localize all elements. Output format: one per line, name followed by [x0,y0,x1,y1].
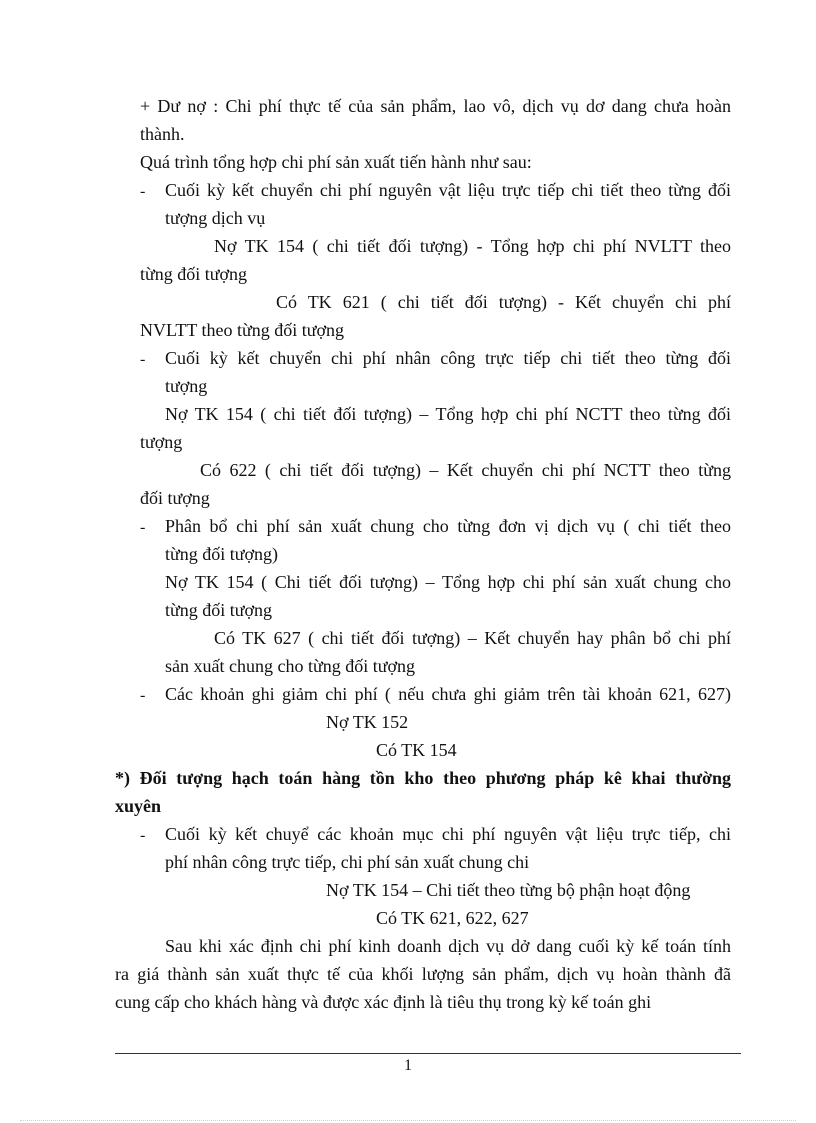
text-line: sản xuất chung cho từng đối tượng [165,656,415,676]
text-line: thành. [140,124,185,144]
footer-rule [115,1053,741,1054]
text-line: Cuối kỳ kết chuyể các khoản mục chi phí nguyên vật liệu trực tiếp, chi [165,824,731,844]
text-line: Có TK 621, 622, 627 [376,908,529,928]
section-heading: *) Đối tượng hạch toán hàng tồn kho theo phương pháp kê khai thường [115,768,731,788]
bullet-dash: - [140,519,146,536]
text-line: ra giá thành sản xuất thực tế của khối lượng sản phẩm, dịch vụ hoàn thành đã [115,964,731,984]
text-line: Có TK 154 [376,740,457,760]
text-line: NVLTT theo từng đối tượng [140,320,345,340]
section-heading: xuyên [115,796,162,816]
text-line: Cuối kỳ kết chuyển chi phí nguyên vật liệu trực tiếp chi tiết theo từng đối [165,180,731,200]
text-line: Quá trình tổng hợp chi phí sản xuất tiến hành như sau: [140,152,532,172]
text-line: từng đối tượng [140,264,248,284]
text-line: tượng [165,376,208,396]
text-line: từng đối tượng [165,600,273,620]
text-line: Có 622 ( chi tiết đối tượng) – Kết chuyển chi phí NCTT theo từng [200,460,731,480]
bullet-dash: - [140,827,146,844]
text-line: Nợ TK 154 ( Chi tiết đối tượng) – Tổng hợp chi phí sản xuất chung cho [165,572,731,592]
text-line: Nợ TK 154 ( chi tiết đối tượng) – Tổng hợp chi phí NCTT theo từng đối [165,404,731,424]
text-line: Nợ TK 154 ( chi tiết đối tượng) - Tổng hợp chi phí NVLTT theo [214,236,731,256]
text-line: từng đối tượng) [165,544,279,564]
text-line: cung cấp cho khách hàng và được xác định là tiêu thụ trong kỳ kế toán ghi [115,992,652,1012]
text-line: Nợ TK 152 [326,712,409,732]
text-line: + Dư nợ : Chi phí thực tế của sản phẩm, lao vô, dịch vụ dơ dang chưa hoàn [140,96,731,116]
text-line: Có TK 621 ( chi tiết đối tượng) - Kết chuyển chi phí [276,292,731,312]
bullet-dash: - [140,687,146,704]
text-line: Nợ TK 154 – Chi tiết theo từng bộ phận hoạt động [326,880,691,900]
text-line: Phân bổ chi phí sản xuất chung cho từng đơn vị dịch vụ ( chi tiết theo [165,516,731,536]
text-line: Các khoản ghi giảm chi phí ( nếu chưa ghi giảm trên tài khoản 621, 627) [165,684,731,704]
text-line: tượng [140,432,183,452]
text-line: tượng dịch vụ [165,208,266,228]
page-number: 1 [404,1057,412,1074]
text-line: Sau khi xác định chi phí kinh doanh dịch vụ dở dang cuối kỳ kế toán tính [165,936,731,956]
page-bottom-dotted-line [20,1120,796,1121]
bullet-dash: - [140,351,146,368]
text-line: đối tượng [140,488,210,508]
text-line: phí nhân công trực tiếp, chi phí sản xuất chung chi [165,852,530,872]
text-line: Cuối kỳ kết chuyển chi phí nhân công trực tiếp chi tiết theo từng đối [165,348,731,368]
text-line: Có TK 627 ( chi tiết đối tượng) – Kết chuyển hay phân bổ chi phí [214,628,731,648]
bullet-dash: - [140,183,146,200]
